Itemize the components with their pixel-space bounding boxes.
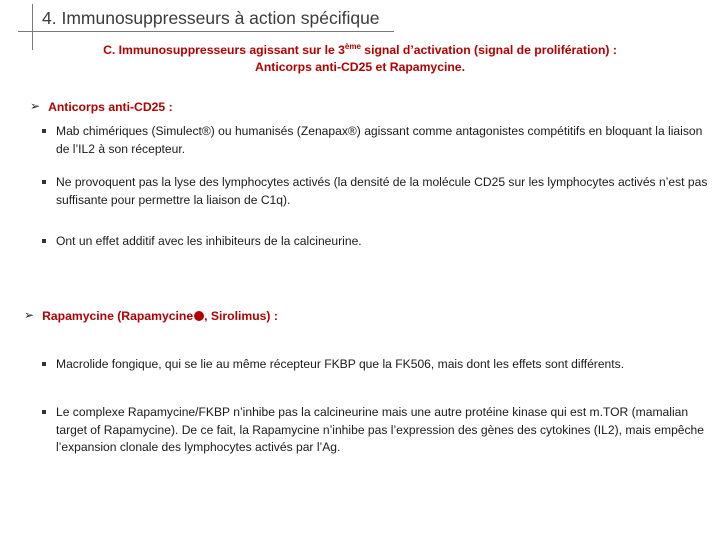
square-bullet-icon bbox=[42, 410, 46, 414]
list-item bbox=[42, 174, 714, 209]
square-bullet-icon bbox=[42, 129, 46, 133]
list-item-text: Macrolide fongique, qui se lie au même récepteur FKBP que la FK506, mais dont les effets sont différents. bbox=[56, 357, 625, 371]
slide-title: 4. Immunosuppresseurs à action spécifique bbox=[42, 8, 380, 28]
subtitle-superscript: ème bbox=[344, 42, 361, 51]
section-heading-text-part1: Rapamycine (Rapamycine bbox=[42, 309, 194, 323]
list-item-text: Mab chimériques (Simulect®) ou humanisés (Zenapax®) agissant comme antagonistes compétitifs en bloquant la liaison de l’IL2 à son récepteur. bbox=[56, 124, 703, 156]
subtitle-line2: Anticorps anti-CD25 et Rapamycine. bbox=[255, 60, 465, 74]
arrow-bullet-icon: ➢ bbox=[30, 99, 41, 113]
list-item-text: Ont un effet additif avec les inhibiteurs de la calcineurine. bbox=[56, 234, 362, 248]
section-heading-text: Anticorps anti-CD25 : bbox=[48, 100, 173, 114]
title-vertical-rule bbox=[32, 4, 33, 50]
title-underline bbox=[18, 31, 394, 32]
registered-mark-icon bbox=[194, 311, 204, 321]
section-heading-rapamycine bbox=[24, 308, 278, 324]
list-item bbox=[42, 404, 714, 457]
arrow-bullet-icon: ➢ bbox=[24, 308, 35, 322]
list-item bbox=[42, 233, 714, 251]
list-item-text: Le complexe Rapamycine/FKBP n’inhibe pas la calcineurine mais une autre protéine kinase qui est m.TOR (mamalian target of Rapamycine). De ce fait, la Rapamycine n’inhibe pas l’expression des gènes des cytokines (IL2), mais empêche l’expansion clonale des lymphocytes activés par l’Ag. bbox=[56, 405, 705, 454]
list-item bbox=[42, 356, 714, 374]
slide-subtitle bbox=[60, 42, 660, 76]
square-bullet-icon bbox=[42, 362, 46, 366]
section-heading-text-part2: , Sirolimus) : bbox=[204, 309, 278, 323]
section-heading-anti-cd25 bbox=[30, 99, 173, 115]
subtitle-part2: signal d’activation (signal de prolifération) : bbox=[360, 43, 617, 57]
subtitle-part1: C. Immunosuppresseurs agissant sur le 3 bbox=[103, 43, 345, 57]
list-item-text: Ne provoquent pas la lyse des lymphocytes activés (la densité de la molécule CD25 sur les lymphocytes activés n’est pas suffisante pour permettre la liaison de C1q). bbox=[56, 175, 708, 207]
square-bullet-icon bbox=[42, 180, 46, 184]
square-bullet-icon bbox=[42, 239, 46, 243]
list-item bbox=[42, 123, 714, 158]
